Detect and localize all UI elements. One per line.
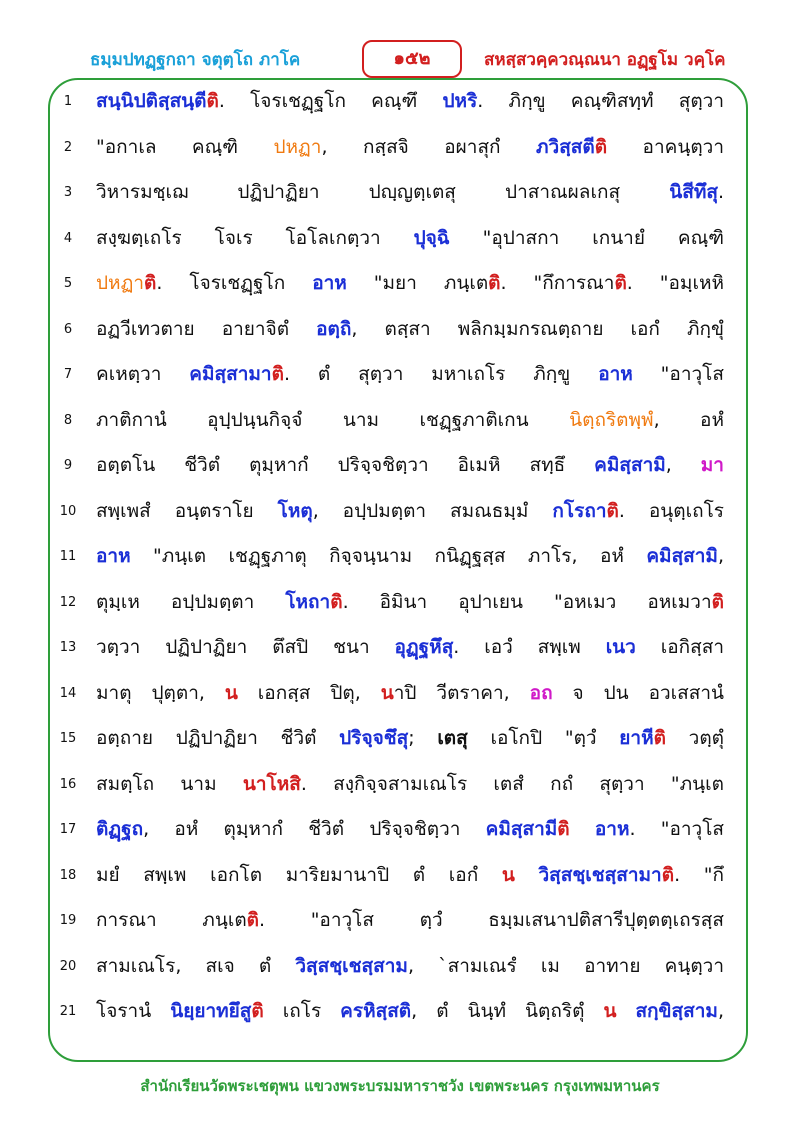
line-text xyxy=(96,541,724,571)
highlighted-word: สกฺขิสฺสาม xyxy=(635,1000,718,1022)
text-segment: . เอวํ สพฺเพ xyxy=(453,636,606,658)
line-text xyxy=(96,268,724,298)
highlighted-word: นาโหสิ xyxy=(242,772,301,795)
text-segment: ; xyxy=(408,727,438,749)
text-line xyxy=(0,626,800,672)
line-text xyxy=(96,223,724,253)
highlighted-word: คมิสฺสามี xyxy=(485,818,558,840)
line-text xyxy=(96,632,724,662)
line-number: 4 xyxy=(63,230,73,246)
line-number: 14 xyxy=(59,685,77,701)
highlighted-word: ติ xyxy=(246,909,260,931)
text-segment: าปิ วีตราคา, xyxy=(393,681,530,704)
highlighted-word: วิสฺสชฺเชสฺสาม xyxy=(295,954,408,977)
text-segment: "อาวุโส xyxy=(632,363,724,385)
line-number: 3 xyxy=(63,185,73,200)
highlighted-word: ปริจฺจชึสุ xyxy=(339,727,409,749)
line-number: 16 xyxy=(59,776,77,792)
highlighted-word: ปหริ xyxy=(442,90,478,112)
highlighted-word: อาห xyxy=(594,818,630,840)
highlighted-word: โหถา xyxy=(285,590,331,613)
highlighted-word: อุฏฺฐหึสุ xyxy=(394,636,454,658)
line-number: 13 xyxy=(59,640,77,655)
text-segment: อาคนฺตฺวา xyxy=(607,135,724,158)
highlighted-word: ติ xyxy=(488,272,501,294)
highlighted-word: ติ xyxy=(711,590,724,613)
text-segment: . "กึการณา xyxy=(500,272,615,294)
text-segment: . อนุตฺเถโร xyxy=(618,499,724,522)
highlighted-word: ติ xyxy=(330,590,343,613)
line-number: 15 xyxy=(59,731,77,746)
text-segment: มยํ สพฺเพ เอกโต มาริยมานาปิ ตํ เอกํ xyxy=(96,863,502,886)
text-segment: สามเณโร, สเจ ตํ xyxy=(96,954,296,977)
highlighted-word: ติ xyxy=(557,818,570,840)
line-text xyxy=(96,814,724,844)
text-segment: เอกิสฺสา xyxy=(635,636,724,658)
text-segment: วิหารมชฺเฌ ปฏิปาฏิยา ปญฺญตฺเตสุ ปาสาณผลเกสุ xyxy=(96,181,670,203)
text-segment: อตฺตโน ชีวิตํ ตุมฺหากํ ปริจฺจชิตฺวา อิเมหิ สทฺธึ xyxy=(96,454,595,476)
highlighted-word: คมิสฺสามิ xyxy=(646,545,718,567)
highlighted-word: ติ xyxy=(661,863,675,886)
line-number: 12 xyxy=(59,594,77,610)
text-segment: , อหํ ตุมฺหากํ ชีวิตํ ปริจฺจชิตฺวา xyxy=(143,818,486,840)
line-number: 11 xyxy=(59,549,77,564)
highlighted-word: คมิสฺสามิ xyxy=(594,454,666,476)
text-line xyxy=(0,899,800,945)
line-text xyxy=(96,723,724,753)
text-segment: . "กึ xyxy=(674,863,724,886)
highlighted-word: ปหฏา xyxy=(273,135,322,158)
line-number: 21 xyxy=(59,1004,77,1019)
line-text xyxy=(96,359,724,389)
text-line xyxy=(0,353,800,399)
text-segment: "ภนฺเต เชฏฺฐภาตุ กิจฺจนฺนาม กนิฏฺฐสฺส ภาโร, อหํ xyxy=(130,545,647,567)
text-line xyxy=(0,308,800,354)
text-line xyxy=(0,171,800,217)
line-text xyxy=(96,86,724,116)
text-segment: วตฺตุํ xyxy=(665,727,724,749)
highlighted-word: โหตุ xyxy=(277,499,313,522)
line-number: 17 xyxy=(59,822,77,837)
highlighted-word: ครหิสฺสติ xyxy=(340,1000,412,1022)
highlighted-word: อาห xyxy=(598,363,633,385)
text-line xyxy=(0,763,800,809)
text-segment: มาตุ ปุตฺตา, xyxy=(96,681,225,704)
text-segment: , กสฺสจิ อผาสุกํ xyxy=(321,135,537,158)
text-line xyxy=(0,535,800,581)
text-segment: ภาติกานํ อุปฺปนฺนกิจฺจํ นาม เชฏฺฐภาติเกน xyxy=(96,408,570,431)
text-segment: สงฺฆตฺเถโร โจเร โอโลเกตฺวา xyxy=(96,226,414,249)
text-segment: การณา ภนฺเต xyxy=(96,909,247,931)
highlighted-word: น xyxy=(380,681,394,704)
text-segment: เถโร xyxy=(263,1000,341,1022)
text-segment: เอกสฺส ปิตุ, xyxy=(237,681,381,704)
text-line xyxy=(0,945,800,991)
highlighted-word: อาห xyxy=(96,545,131,567)
text-line xyxy=(0,262,800,308)
header-right-title: สหสฺสวคฺควณฺณนา อฏฺฐโม วคฺโค xyxy=(484,50,726,70)
text-line xyxy=(0,672,800,718)
text-segment: สมตฺโถ นาม xyxy=(96,772,243,795)
text-segment: , `สามเณรํ เม อาทาย คนฺตฺวา xyxy=(407,954,724,977)
highlighted-word: ภวิสฺสตี xyxy=(536,135,595,158)
text-line xyxy=(0,217,800,263)
header-left-title: ธมฺมปทฏฺฐกถา จตุตฺโถ ภาโค xyxy=(90,50,301,70)
highlighted-word: น xyxy=(224,681,238,704)
text-line xyxy=(0,854,800,900)
highlighted-word: ติ xyxy=(594,135,608,158)
text-segment: . สงฺกิจฺจสามเณโร เตสํ กถํ สุตฺวา "ภนฺเต xyxy=(300,772,724,795)
text-segment: อฏวีเทวตาย อายาจิตํ xyxy=(96,317,317,340)
highlighted-word: นิตฺถริตพฺพํ xyxy=(569,408,654,431)
highlighted-word: มา xyxy=(700,454,724,476)
line-number: 5 xyxy=(63,276,73,291)
highlighted-word: ติฏฺฐถ xyxy=(96,818,144,840)
highlighted-word: ยาหี xyxy=(619,727,654,749)
text-line xyxy=(0,126,800,172)
highlighted-word: วิสฺสชฺเชสฺสามา xyxy=(538,863,662,886)
text-segment xyxy=(570,818,595,840)
text-segment: โจรานํ xyxy=(96,1000,171,1022)
text-line xyxy=(0,444,800,490)
text-segment: . อิมินา อุปาเยน "อหเมว อหเมวา xyxy=(342,590,712,613)
line-text xyxy=(96,405,724,435)
highlighted-word: น xyxy=(603,1000,617,1022)
text-segment: . "อาวุโส xyxy=(629,818,724,840)
line-number: 6 xyxy=(63,321,73,337)
highlighted-word: ติ xyxy=(606,499,619,522)
highlighted-word: อถ xyxy=(529,681,553,704)
text-segment: . โจรเชฏฺฐโก คณฺฑึ xyxy=(218,90,443,112)
line-text xyxy=(96,951,724,981)
text-segment: . "อมฺเหหิ xyxy=(626,272,724,294)
line-text xyxy=(96,678,724,708)
text-segment: "มยา ภนฺเต xyxy=(346,272,489,294)
highlighted-word: ปุจฺฉิ xyxy=(413,226,450,249)
text-line xyxy=(0,399,800,445)
line-text xyxy=(96,769,724,799)
highlighted-word: สนฺนิปติสฺสนฺตี xyxy=(96,90,207,112)
line-number: 20 xyxy=(59,958,77,974)
line-number: 8 xyxy=(63,412,73,428)
highlighted-word: ติ xyxy=(271,363,284,385)
text-segment: "อกาเล คณฺฑิ xyxy=(96,135,274,158)
text-line xyxy=(0,990,800,1036)
text-segment: , อปฺปมตฺตา สมณธมฺมํ xyxy=(312,499,553,522)
highlighted-word: ติ xyxy=(614,272,627,294)
highlighted-word: อตฺถิ xyxy=(316,317,352,340)
highlighted-word: ติ xyxy=(251,1000,264,1022)
highlighted-word: คมิสฺสามา xyxy=(189,363,272,385)
text-segment: . xyxy=(717,181,724,203)
highlighted-word: เนว xyxy=(605,636,636,658)
text-segment: จ ปน อวเสสานํ xyxy=(552,681,724,704)
text-segment: . โจรเชฏฺฐโก xyxy=(156,272,313,294)
line-number: 2 xyxy=(63,139,73,155)
page-footer: สำนักเรียนวัดพระเชตุพน แขวงพระบรมมหาราชวัง เขตพระนคร กรุงเทพมหานคร xyxy=(140,1077,660,1095)
highlighted-word: นิยฺยาทยึสู xyxy=(170,1000,252,1022)
line-text xyxy=(96,177,724,207)
highlighted-word: นิสีทึสุ xyxy=(669,181,718,203)
text-line xyxy=(0,490,800,536)
highlighted-word: ติ xyxy=(653,727,666,749)
text-segment: . "อาวุโส ตฺวํ ธมฺมเสนาปติสารีปุตฺตตฺเถรสฺส xyxy=(259,909,724,931)
text-line xyxy=(0,717,800,763)
text-body xyxy=(0,80,800,1036)
text-segment: , อหํ xyxy=(653,408,724,431)
page-header xyxy=(0,40,800,80)
text-segment: , ตํ นินฺทํ นิตฺถริตุํ xyxy=(411,1000,604,1022)
line-text xyxy=(96,860,724,890)
line-text xyxy=(96,450,724,480)
text-segment: , xyxy=(717,545,724,567)
text-line xyxy=(0,808,800,854)
text-segment: . ตํ สุตฺวา มหาเถโร ภิกฺขู xyxy=(283,363,599,385)
line-number: 18 xyxy=(59,867,77,883)
text-segment: . ภิกฺขู คณฺฑิสทฺทํ สุตฺวา xyxy=(477,90,724,112)
page-number: ๑๕๒ xyxy=(362,40,462,78)
text-segment: เอโกปิ "ตฺวํ xyxy=(467,727,620,749)
line-text xyxy=(96,996,724,1026)
text-segment: , xyxy=(665,454,701,476)
line-number: 9 xyxy=(63,458,73,473)
highlighted-word: น xyxy=(501,863,515,886)
text-segment: , xyxy=(717,1000,724,1022)
line-text xyxy=(96,132,724,162)
text-segment: ตุมฺเห อปฺปมตฺตา xyxy=(96,590,286,613)
line-number: 10 xyxy=(59,503,77,519)
highlighted-word: อาห xyxy=(312,272,347,294)
line-text xyxy=(96,314,724,344)
text-segment: สพฺเพสํ อนฺตราโย xyxy=(96,499,278,522)
highlighted-word: ปหฏา xyxy=(96,272,145,294)
highlighted-word: กโรถา xyxy=(552,499,607,522)
line-text xyxy=(96,905,724,935)
text-segment: , ตสฺสา พลิกมฺมกรณตฺถาย เอกํ ภิกฺขุํ xyxy=(351,317,724,340)
text-segment: อตฺถาย ปฏิปาฏิยา ชีวิตํ xyxy=(96,727,340,749)
text-segment: "อุปาสกา เกนายํ คณฺฑิ xyxy=(449,226,724,249)
highlighted-word: ติ xyxy=(206,90,219,112)
text-line xyxy=(0,80,800,126)
text-segment xyxy=(616,1000,635,1022)
highlighted-word: เตสุ xyxy=(437,727,468,749)
line-number: 1 xyxy=(63,94,73,109)
text-segment xyxy=(515,864,539,886)
highlighted-word: ติ xyxy=(144,272,157,294)
text-segment: วตฺวา ปฏิปาฏิยา ตึสปิ ชนา xyxy=(96,636,395,658)
line-text xyxy=(96,496,724,526)
line-number: 19 xyxy=(59,913,77,928)
line-number: 7 xyxy=(63,367,73,382)
text-line xyxy=(0,581,800,627)
text-segment: คเหตฺวา xyxy=(96,363,190,385)
line-text xyxy=(96,587,724,617)
